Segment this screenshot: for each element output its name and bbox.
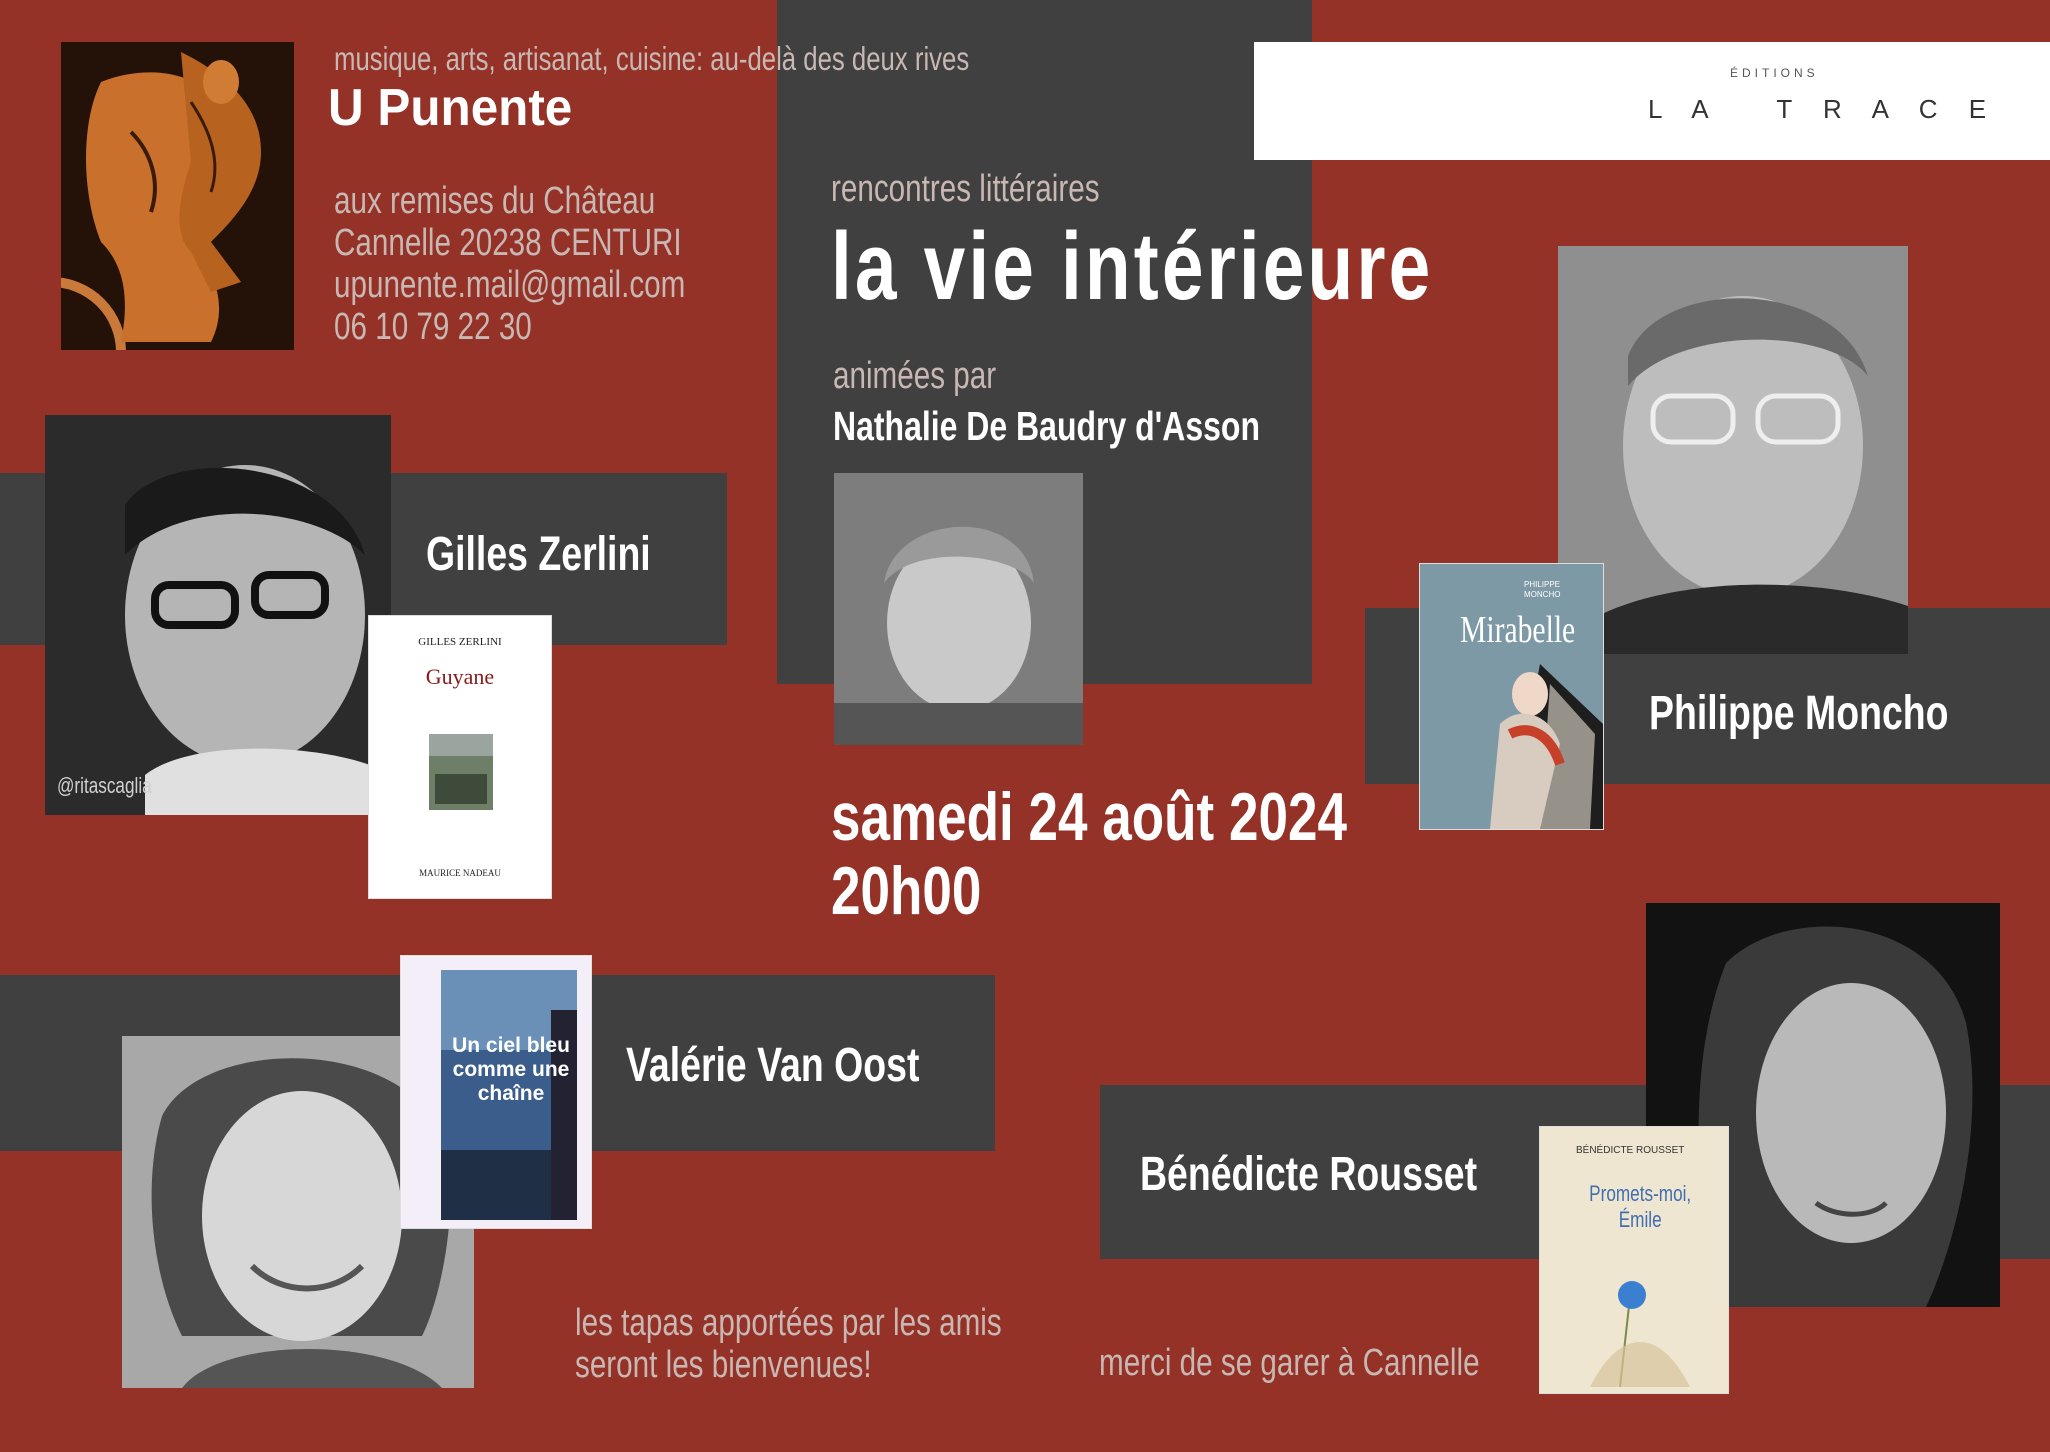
philippe-moncho-photo xyxy=(1558,246,1908,654)
book-cover-art xyxy=(1420,664,1603,829)
phone-number: 06 10 79 22 30 xyxy=(334,306,532,348)
gilles-zerlini-book-cover xyxy=(369,616,551,898)
event-kicker: rencontres littéraires xyxy=(831,168,1100,210)
philippe-moncho-book-cover xyxy=(1420,564,1603,829)
publisher-logo-name: L A T R A C E xyxy=(1648,94,1999,124)
host-photo xyxy=(834,473,1083,745)
event-title: la vie intérieure xyxy=(831,213,1434,320)
tapas-note xyxy=(575,1302,1122,1386)
tagline: musique, arts, artisanat, cuisine: au-delà des deux rives xyxy=(334,40,970,77)
valerie-van-oost-book-cover xyxy=(401,956,591,1228)
publisher-logo-small: ÉDITIONS xyxy=(1730,66,1819,80)
book-author: PHILIPPE MONCHO xyxy=(1524,580,1561,599)
email-link[interactable]: upunente.mail@gmail.com xyxy=(334,264,686,306)
address-block xyxy=(334,180,784,348)
book-author: BÉNÉDICTE ROUSSET xyxy=(1576,1145,1685,1156)
publisher-logo xyxy=(1254,42,2050,160)
book-title: Guyane xyxy=(425,664,495,689)
brand-name: U Punente xyxy=(328,79,573,137)
philippe-moncho-name: Philippe Moncho xyxy=(1649,687,1949,740)
event-time: 20h00 xyxy=(831,853,982,929)
host-name: Nathalie De Baudry d'Asson xyxy=(833,403,1261,449)
book-publisher: MAURICE NADEAU xyxy=(419,868,501,878)
vase-artwork-image xyxy=(61,42,294,350)
book-title: Promets-moi, Émile xyxy=(1589,1181,1692,1232)
flower-icon xyxy=(1590,1267,1690,1387)
book-cover-art xyxy=(429,734,493,810)
valerie-van-oost-name: Valérie Van Oost xyxy=(626,1039,920,1092)
photo-credit: @ritascaglia xyxy=(57,773,152,798)
gilles-zerlini-photo xyxy=(45,415,391,815)
host-intro: animées par xyxy=(833,355,997,397)
parking-note: merci de se garer à Cannelle xyxy=(1099,1342,1480,1384)
address-line-2: Cannelle 20238 CENTURI xyxy=(334,222,682,264)
event-date: samedi 24 août 2024 xyxy=(831,779,1347,855)
gilles-zerlini-name: Gilles Zerlini xyxy=(426,528,651,581)
book-title: Mirabelle xyxy=(1460,609,1576,651)
tapas-line-1: les tapas apportées par les amis xyxy=(575,1302,1002,1344)
book-title: Un ciel bleu comme une chaîne xyxy=(452,1034,570,1105)
address-line-1: aux remises du Château xyxy=(334,180,656,222)
benedicte-rousset-name: Bénédicte Rousset xyxy=(1140,1148,1478,1201)
tapas-line-2: seront les bienvenues! xyxy=(575,1344,872,1386)
book-author: GILLES ZERLINI xyxy=(418,636,502,648)
